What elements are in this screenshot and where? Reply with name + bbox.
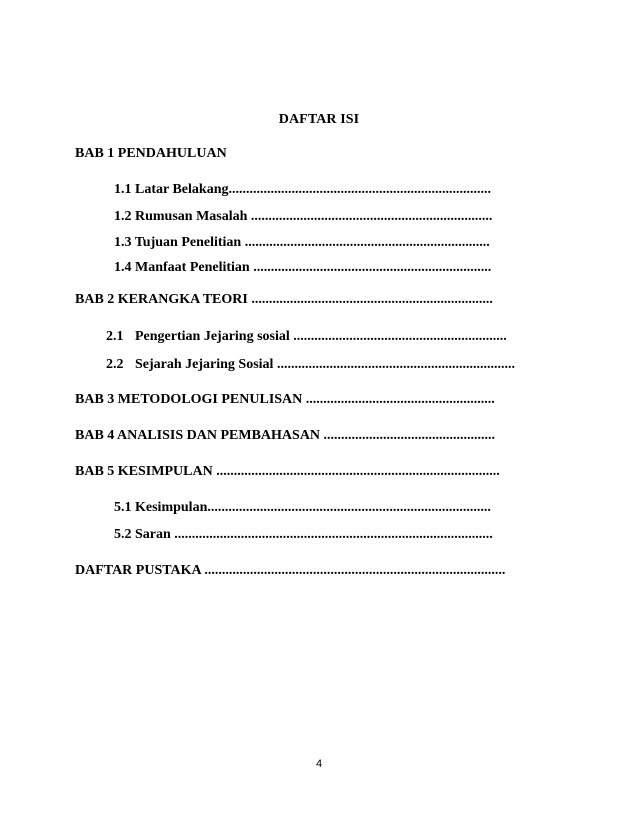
toc-entry-1-1	[114, 181, 525, 199]
toc-leader-dots: .................................................................................	[212, 464, 500, 479]
toc-entry-number: 2.2	[106, 357, 124, 372]
toc-entry-text: BAB 5 KESIMPULAN	[75, 464, 213, 479]
toc-entry-text: DAFTAR PUSTAKA	[75, 563, 201, 578]
toc-entry-1-3	[114, 234, 523, 252]
toc-entry-text: BAB 1 PENDAHULUAN	[75, 146, 227, 161]
toc-entry-text: 1.1 Latar Belakang	[114, 182, 229, 197]
toc-entry-text: BAB 3 METODOLOGI PENULISAN	[75, 392, 303, 407]
page-number: 4	[315, 758, 323, 770]
toc-entry-text: BAB 4 ANALISIS DAN PEMBAHASAN	[75, 428, 321, 443]
toc-entry-bab1	[75, 145, 545, 163]
toc-leader-dots: ...........................................................................................	[170, 527, 493, 542]
toc-entry-bab4	[75, 427, 523, 445]
toc-entry-text: 1.2 Rumusan Masalah	[114, 209, 248, 224]
toc-entry-text: 5.2 Saran	[114, 527, 171, 542]
toc-leader-dots: ......................................................................................	[200, 563, 506, 578]
toc-title-text: DAFTAR ISI	[278, 112, 360, 127]
toc-leader-dots: ....................................................................	[273, 357, 515, 372]
toc-leader-dots: .................................................................................	[207, 500, 491, 515]
toc-entry-2-2	[106, 356, 533, 374]
toc-leader-dots: .................................................	[320, 428, 496, 443]
toc-leader-dots: ...........................................................................	[228, 182, 491, 197]
toc-title	[0, 112, 638, 128]
toc-entry-text: Sejarah Jejaring Sosial	[135, 357, 274, 372]
toc-entry-1-4	[114, 259, 523, 277]
toc-entry-text: 1.3 Tujuan Penelitian	[114, 235, 242, 250]
toc-entry-number: 2.1	[106, 329, 124, 344]
toc-entry-5-2	[114, 526, 533, 544]
toc-leader-dots: ....................................................................	[249, 260, 492, 275]
toc-entry-text: 1.4 Manfaat Penelitian	[114, 260, 250, 275]
toc-leader-dots: .....................................................................	[247, 292, 493, 307]
toc-entry-bab2	[75, 291, 523, 309]
toc-entry-daftar-pustaka	[75, 562, 531, 580]
toc-entry-text: BAB 2 KERANGKA TEORI	[75, 292, 248, 307]
toc-entry-1-2	[114, 208, 523, 226]
toc-leader-dots: ......................................................	[302, 392, 495, 407]
toc-entry-5-1	[114, 499, 531, 517]
toc-entry-text: Pengertian Jejaring sosial	[135, 329, 290, 344]
toc-leader-dots: .............................................................	[289, 329, 507, 344]
toc-entry-2-1	[106, 328, 531, 346]
toc-entry-bab3	[75, 391, 523, 409]
toc-leader-dots: ......................................................................	[241, 235, 490, 250]
toc-leader-dots: .....................................................................	[247, 209, 493, 224]
toc-entry-bab5	[75, 463, 531, 481]
toc-entry-text: 5.1 Kesimpulan	[114, 500, 208, 515]
